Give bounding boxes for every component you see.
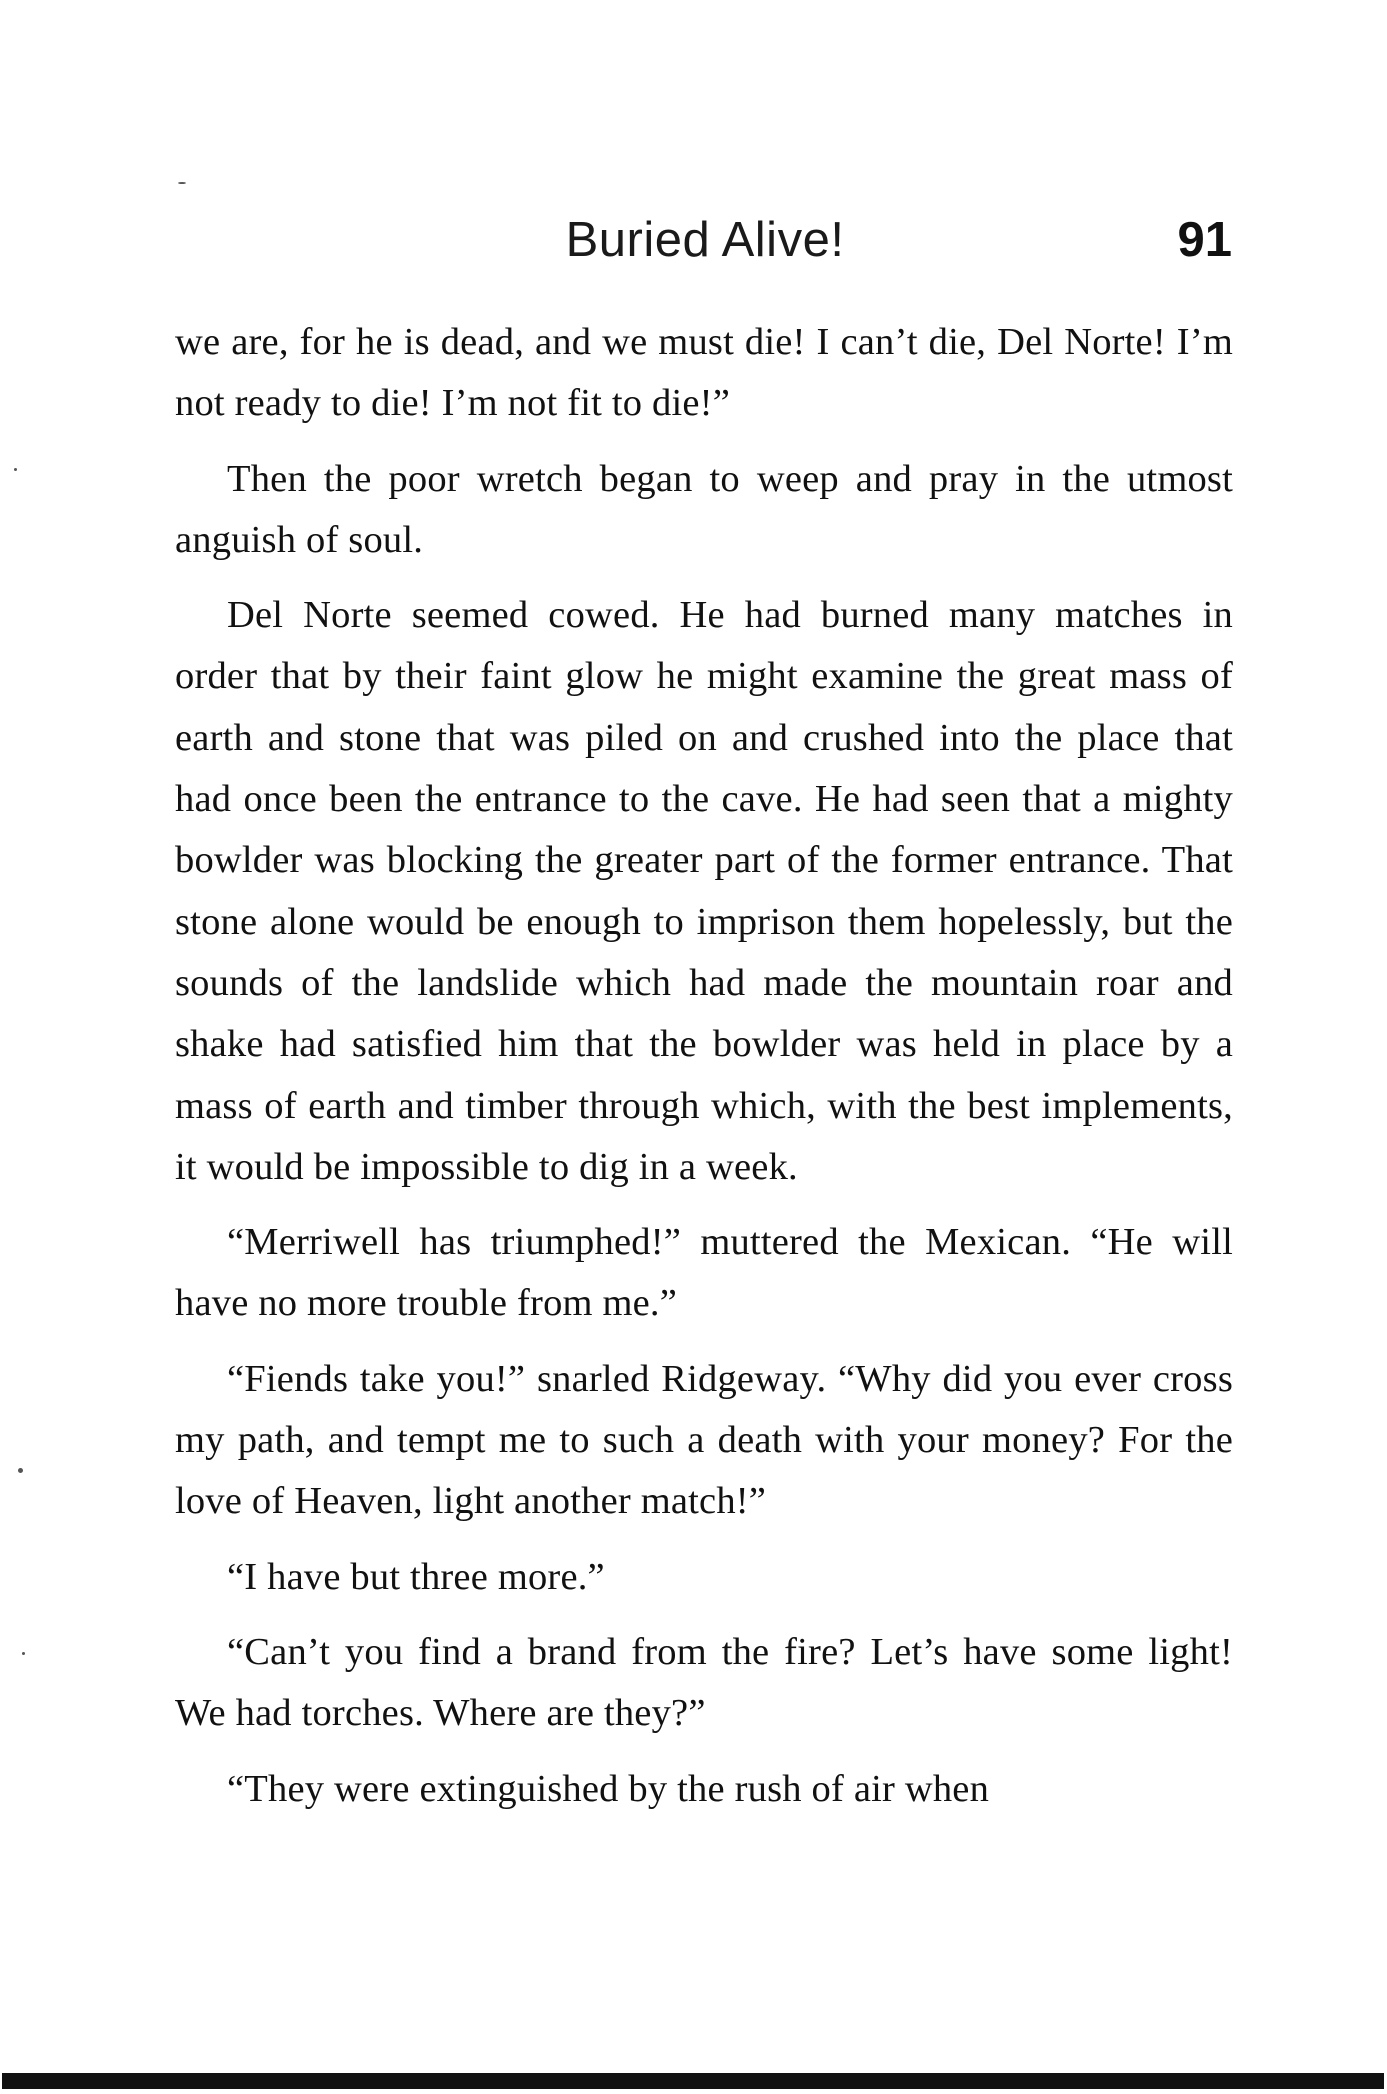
paragraph: “Fiends take you!” snarled Ridgeway. “Why did you ever cross my path, and tempt me to such a death with your money? For the love of Heaven, light another match!” <box>175 1357 1233 1523</box>
margin-speck <box>14 468 17 471</box>
paragraph: Then the poor wretch began to weep and pray in the utmost anguish of soul. <box>175 457 1233 561</box>
paragraph: we are, for he is dead, and we must die! I can’t die, Del Norte! I’m not ready to die! I’m not fit to die!” <box>175 321 1233 425</box>
page-number: 91 <box>1177 213 1232 267</box>
margin-speck <box>22 1652 25 1655</box>
paragraph: “Can’t you find a brand from the fire? Let’s have some light! We had torches. Where are they?” <box>175 1630 1233 1735</box>
paragraph: “They were extinguished by the rush of air when <box>227 1767 990 1810</box>
page-header <box>178 212 1232 282</box>
body-text <box>175 312 1233 1820</box>
running-title: Buried Alive! <box>565 213 845 267</box>
bottom-rule <box>2 2073 1384 2089</box>
paragraph: Del Norte seemed cowed. He had burned many matches in order that by their faint glow he might examine the great mass of earth and stone that was piled on and crushed into the place that had once been the entrance to the cave. He had seen that a mighty bowlder was blocking the greater part of the former entrance. That stone alone would be enough to imprison them hopelessly, but the sounds of the landslide which had made the mountain roar and shake had satisfied him that the bowlder was held in place by a mass of earth and timber through which, with the best implements, it would be impossible to dig in a week. <box>175 594 1233 1188</box>
margin-speck <box>18 1468 23 1473</box>
margin-speck <box>178 182 186 184</box>
paragraph: “I have but three more.” <box>227 1555 605 1598</box>
paragraph: “Merriwell has triumphed!” muttered the Mexican. “He will have no more trouble from me.” <box>175 1221 1233 1325</box>
